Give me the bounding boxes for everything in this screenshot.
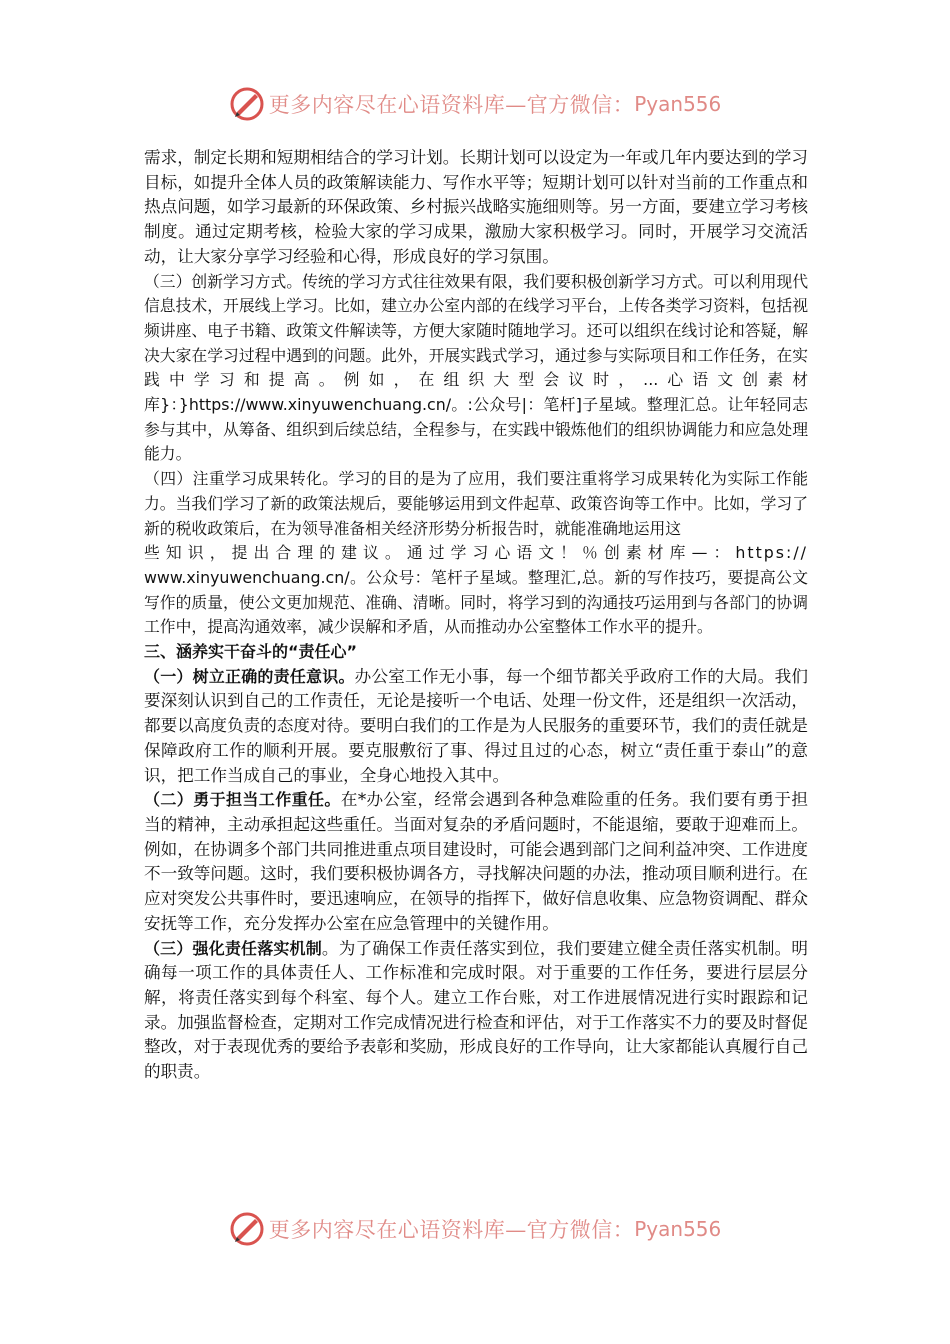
- subsection-title-3: （三）强化责任落实机制: [144, 938, 322, 958]
- watermark-id: Pyan556: [634, 92, 722, 116]
- watermark-banner-top: [0, 82, 950, 126]
- watermark-text: 更多内容尽在心语资料库—官方微信：: [268, 93, 635, 117]
- paragraph-accountability-mechanism: [144, 937, 808, 1085]
- subsection-title-1: （一）树立正确的责任意识。: [144, 666, 355, 686]
- pen-logo-icon: [229, 86, 265, 122]
- watermark-banner-bottom: [0, 1207, 950, 1251]
- watermark-id: Pyan556: [634, 1217, 722, 1241]
- watermark-text: 更多内容尽在心语资料库—官方微信：: [268, 1218, 635, 1242]
- subsection-body-1: 办公室工作无小事，每一个细节都关乎政府工作的大局。我们要深刻认识到自己的工作责任，无论是接听一个电话、处理一份文件，还是组织一次活动，都要以高度负责的态度对待。要明白我们的工作是为人民服务的重要环节，我们的责任就是保障政府工作的顺利开展。要克服敷衍了事、得过且过的心态，树立“责任重于泰山”的意识，把工作当成自己的事业，全身心地投入其中。: [144, 666, 808, 785]
- paragraph-take-responsibility: [144, 788, 808, 936]
- pen-logo-icon: [229, 1211, 265, 1247]
- paragraph-study-plan: 需求，制定长期和短期相结合的学习计划。长期计划可以设定为一年或几年内要达到的学习目标，如提升全体人员的政策解读能力、写作水平等；短期计划可以针对当前的工作重点和热点问题，如学习最新的环保政策、乡村振兴战略实施细则等。另一方面，要建立学习考核制度。通过定期考核，检验大家的学习成果，激励大家积极学习。同时，开展学习交流活动，让大家分享学习经验和心得，形成良好的学习氛围。: [144, 148, 808, 266]
- paragraph-results-transform-a: （四）注重学习成果转化。学习的目的是为了应用，我们要注重将学习成果转化为实际工作能力。当我们学习了新的政策法规后，要能够运用到文件起草、政策咨询等工作中。比如，学习了新的税收政策后，在为领导准备相关经济形势分析报告时，就能准确地运用这: [144, 469, 808, 538]
- subsection-title-2: （二）勇于担当工作重任。: [144, 790, 341, 810]
- section-heading-responsibility: 三、涵养实干奋斗的“责任心”: [144, 642, 358, 662]
- paragraph-results-transform-b: 些知识，提出合理的建议。通过学习心语文！％创素材库—：https://: [144, 543, 808, 563]
- subsection-body-2: 在*办公室，经常会遇到各种急难险重的任务。我们要有勇于担当的精神，主动承担起这些重任。当面对复杂的矛盾问题时，不能退缩，要敢于迎难而上。例如，在协调多个部门共同推进重点项目建设时，可能会遇到部门之间利益冲突、工作进度不一致等问题。这时，我们要积极协调各方，寻找解决问题的办法，推动项目顺利进行。在应对突发公共事件时，要迅速响应，在领导的指挥下，做好信息收集、应急物资调配、群众安抚等工作，充分发挥办公室在应急管理中的关键作用。: [144, 790, 808, 933]
- paragraph-responsibility-awareness: [144, 665, 808, 789]
- document-body: [144, 146, 808, 1085]
- paragraph-results-transform-c: www.xinyuwenchuang.cn/。公众号：笔杆子星域。整理汇,总。新的写作技巧，要提高公文写作的质量，使公文更加规范、准确、清晰。同时，将学习到的沟通技巧运用到与各部门的协调工作中，提高沟通效率，减少误解和矛盾，从而推动办公室整体工作水平的提升。: [144, 567, 808, 637]
- subsection-body-3: 。为了确保工作责任落实到位，我们要建立健全责任落实机制。明确每一项工作的具体责任人、工作标准和完成时限。对于重要的工作任务，要进行层层分解，将责任落实到每个科室、每个人。建立工作台账，对工作进展情况进行实时跟踪和记录。加强监督检查，定期对工作完成情况进行检查和评估，对于工作落实不力的要及时督促整改，对于表现优秀的要给予表彰和奖励，形成良好的工作导向，让大家都能认真履行自己的职责。: [144, 938, 808, 1082]
- paragraph-innovate-learning: （三）创新学习方式。传统的学习方式往往效果有限，我们要积极创新学习方式。可以利用现代信息技术，开展线上学习。比如，建立办公室内部的在线学习平台，上传各类学习资料，包括视频讲座、电子书籍、政策文件解读等，方便大家随时随地学习。还可以组织在线讨论和答疑，解决大家在学习过程中遇到的问题。此外，开展实践式学习，通过参与实际项目和工作任务，在实践中学习和提高。例如，在组织大型会议时，...心语文创素材库}：}https://www.xinyuwenchuang.cn/。:公众号|：笔杆]子星域。整理汇总。让年轻同志参与其中，从筹备、组织到后续总结，全程参与，在实践中锻炼他们的组织协调能力和应急处理能力。: [144, 271, 808, 464]
